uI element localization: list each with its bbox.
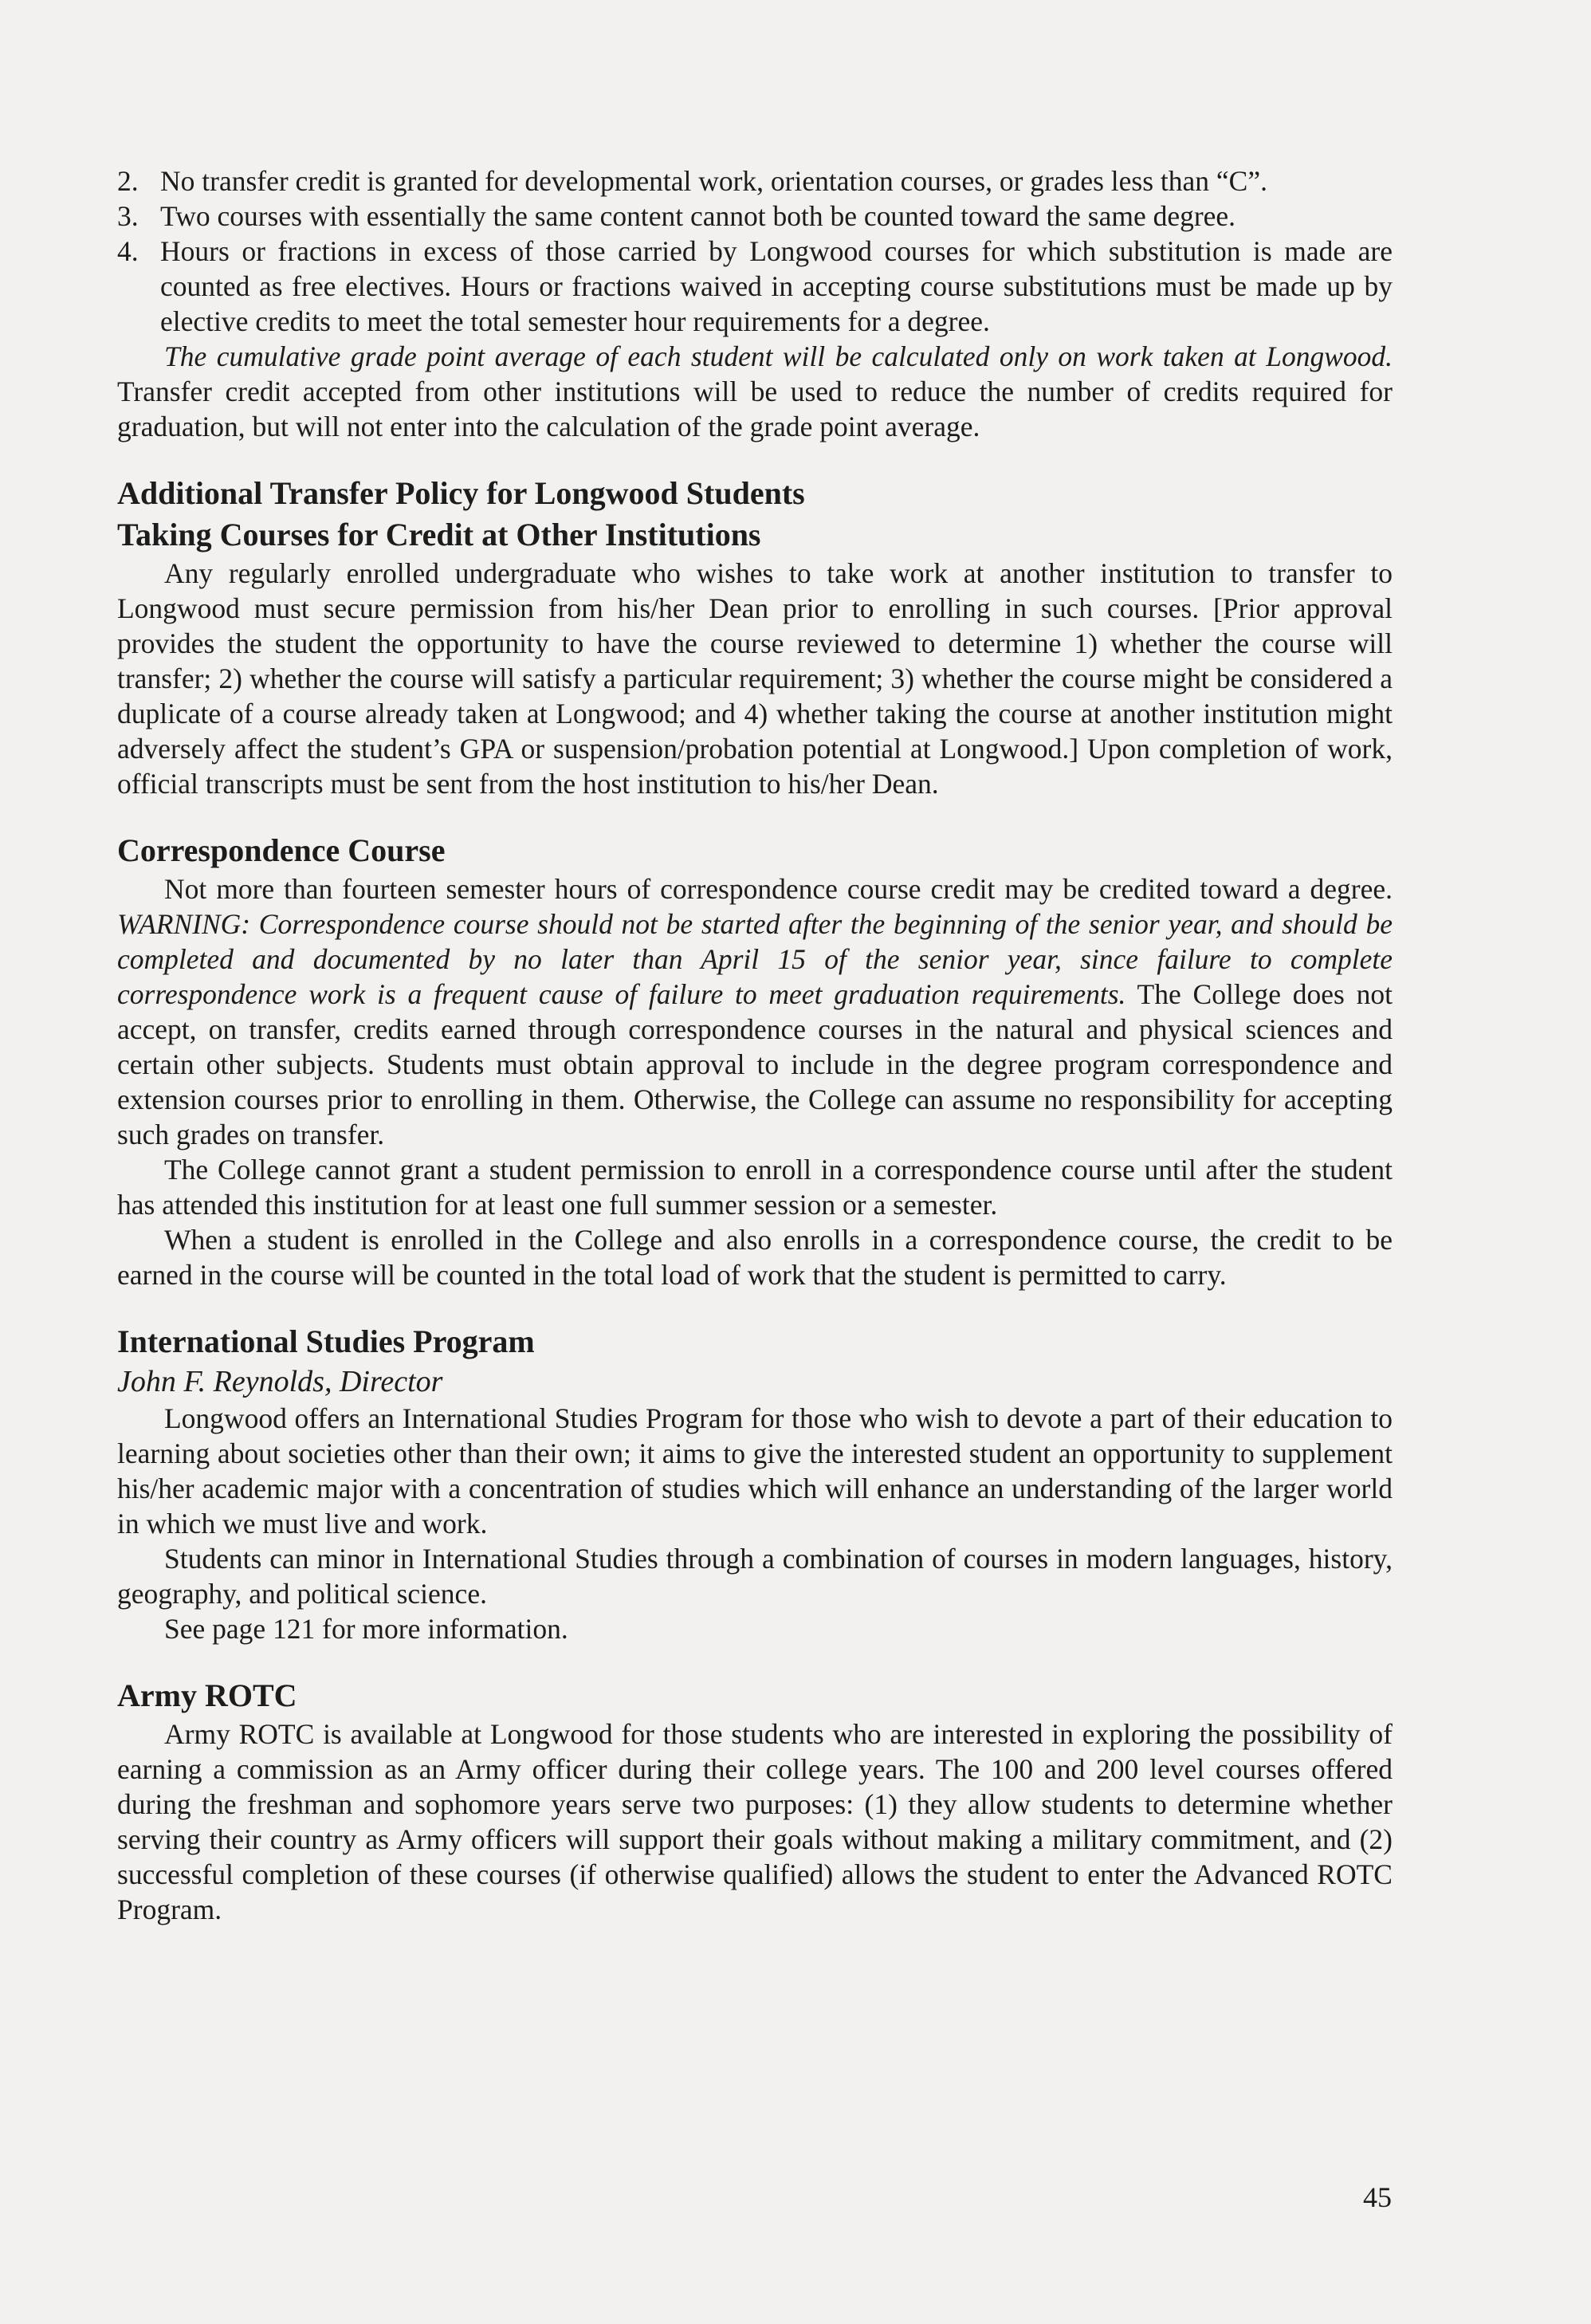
list-text: No transfer credit is granted for developmental work, orientation courses, or grades less than “C”.	[160, 165, 1267, 197]
correspondence-p1-start: Not more than fourteen semester hours of correspondence course credit may be credited toward a degree.	[164, 873, 1393, 905]
correspondence-paragraph-1	[117, 871, 1393, 1152]
correspondence-p1-end: The College does not accept, on transfer, credits earned through correspondence courses in the natural and physical sciences and certain other subjects. Students must obtain approval to include in the degree program correspondence and extension courses prior to enrolling in them. Otherwise, the College can assume no responsibility for accepting such grades on transfer.	[117, 978, 1393, 1150]
gpa-rest: Transfer credit accepted from other institutions will be used to reduce the number of credits required for graduation, but will not enter into the calculation of the grade point average.	[117, 376, 1393, 442]
additional-paragraph: Any regularly enrolled undergraduate who wishes to take work at another institution to transfer to Longwood must secure permission from his/her Dean prior to enrolling in such courses. [Prior approval provides the student the opportunity to have the course reviewed to determine 1) whether the course will transfer; 2) whether the course will satisfy a particular requirement; 3) whether the course might be considered a duplicate of a course already taken at Longwood; and 4) whether taking the course at another institution might adversely affect the student’s GPA or suspension/probation potential at Longwood.] Upon completion of work, official transcripts must be sent from the host institution to his/her Dean.	[117, 557, 1393, 800]
list-text: Hours or fractions in excess of those carried by Longwood courses for which substitution is made are counted as free electives. Hours or fractions waived in accepting course substitutions must be made up by elective credits to meet the total semester hour requirements for a degree.	[160, 235, 1393, 337]
list-number: 3.	[117, 200, 139, 232]
correspondence-warning: WARNING: Correspondence course should not be started after the beginning of the senior year, and should be completed and documented by no later than April 15 of the senior year, since failure to complete correspondence work is a frequent cause of failure to meet graduation requirements.	[117, 908, 1393, 1010]
additional-heading-1: Additional Transfer Policy for Longwood Students	[117, 475, 805, 511]
international-director: John F. Reynolds, Director	[117, 1365, 443, 1398]
correspondence-paragraph-3: When a student is enrolled in the College and also enrolls in a correspondence course, the credit to be earned in the course will be counted in the total load of work that the student is permitted to carry.	[117, 1224, 1393, 1291]
gpa-paragraph	[117, 339, 1393, 444]
international-paragraph-2: Students can minor in International Studies through a combination of courses in modern languages, history, geography, and political science.	[117, 1543, 1393, 1610]
rotc-paragraph: Army ROTC is available at Longwood for those students who are interested in exploring the possibility of earning a commission as an Army officer during their college years. The 100 and 200 level courses offered during the freshman and sophomore years serve two purposes: (1) they allow students to determine whether serving their country as Army officers will support their goals without making a military commitment, and (2) successful completion of these courses (if otherwise qualified) allows the student to enter the Advanced ROTC Program.	[117, 1718, 1393, 1925]
list-item	[117, 163, 1393, 199]
additional-heading-2: Taking Courses for Credit at Other Institutions	[117, 517, 761, 552]
correspondence-heading: Correspondence Course	[117, 832, 446, 868]
list-number: 2.	[117, 165, 139, 197]
list-number: 4.	[117, 235, 139, 267]
text-column	[117, 163, 1393, 1927]
list-item	[117, 234, 1393, 339]
gpa-italic: The cumulative grade point average of each student will be calculated only on work taken at Longwood.	[164, 340, 1393, 372]
page-number: 45	[1363, 2181, 1392, 2213]
rotc-heading: Army ROTC	[117, 1677, 297, 1713]
international-heading: International Studies Program	[117, 1323, 535, 1359]
correspondence-paragraph-2: The College cannot grant a student permission to enroll in a correspondence course until after the student has attended this institution for at least one full summer session or a semester.	[117, 1154, 1393, 1221]
list-item	[117, 199, 1393, 234]
list-text: Two courses with essentially the same content cannot both be counted toward the same degree.	[160, 200, 1236, 232]
international-paragraph-3: See page 121 for more information.	[164, 1613, 568, 1645]
international-paragraph-1: Longwood offers an International Studies Program for those who wish to devote a part of their education to learning about societies other than their own; it aims to give the interested student an opportunity to supplement his/her academic major with a concentration of studies which will enhance an understanding of the larger world in which we must live and work.	[117, 1402, 1393, 1540]
